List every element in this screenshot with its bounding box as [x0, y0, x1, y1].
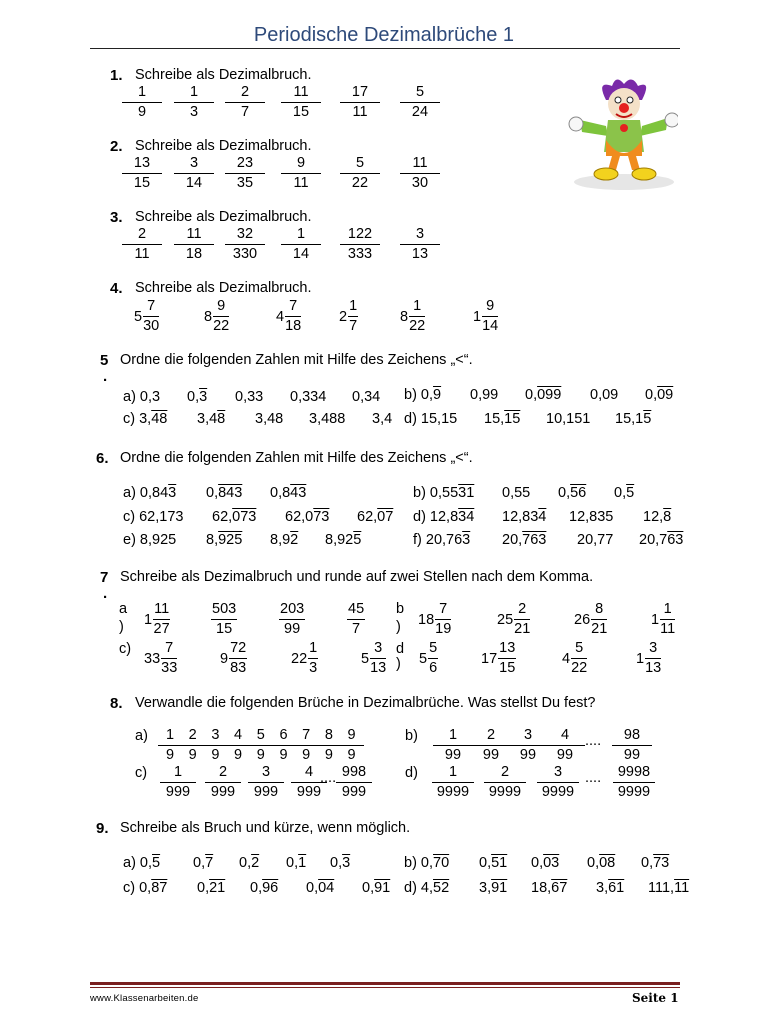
fraction: $\frac{2}{9}$	[181, 727, 205, 764]
title-divider	[90, 48, 680, 49]
decimal-value: a) 0,3	[123, 389, 161, 405]
fraction: $\frac{9}{9}$	[340, 727, 364, 764]
decimal-value: 8,925	[325, 532, 362, 548]
sub-label: c)	[119, 641, 132, 657]
footer-rule-thin	[90, 987, 680, 988]
fraction: $\frac{9}{11}$	[281, 155, 321, 192]
decimal-value: 15,15	[615, 411, 652, 427]
mixed-number: 18 7 19	[418, 601, 452, 637]
decimal-value: 0,08	[587, 855, 616, 871]
decimal-value: 12,8	[643, 509, 672, 525]
fraction: $\frac{2}{99}$	[471, 727, 511, 764]
fraction: $\frac{1}{99}$	[433, 727, 473, 764]
fraction: $\frac{5}{24}$	[400, 84, 440, 121]
decimal-value: 0,33	[235, 389, 264, 405]
ellipsis: ....	[585, 733, 602, 749]
task-instruction: Ordne die folgenden Zahlen mit Hilfe des Zeichens „<“.	[120, 450, 473, 466]
decimal-value: 0,56	[558, 485, 587, 501]
task-number: 9.	[96, 820, 109, 837]
decimal-value: c) 0,87	[123, 880, 168, 896]
decimal-value: 3,48	[197, 411, 226, 427]
mixed-number: 17 13 15	[481, 640, 516, 676]
fraction: $\frac{32}{330}$	[225, 226, 265, 263]
decimal-value: 3,488	[309, 411, 346, 427]
fraction: $\frac{2}{9999}$	[484, 764, 526, 801]
sub-label: a)	[135, 728, 148, 744]
decimal-value: 0,7	[193, 855, 214, 871]
sub-label: )	[119, 619, 124, 635]
fraction: $\frac{5}{22}$	[340, 155, 380, 192]
fraction: $\frac{1}{9999}$	[432, 764, 474, 801]
decimal-value: 0,3	[187, 389, 208, 405]
fraction: $\frac{3}{13}$	[400, 226, 440, 263]
task-number: 2.	[110, 138, 123, 155]
fraction: $\frac{1}{9}$	[158, 727, 182, 764]
decimal-value: a) 0,5	[123, 855, 161, 871]
task-instruction: Schreibe als Dezimalbruch.	[135, 209, 312, 225]
decimal-value: 20,763	[639, 532, 684, 548]
decimal-value: 15,15	[484, 411, 521, 427]
fraction: $\frac{2}{7}$	[225, 84, 265, 121]
decimal-value: 12,835	[569, 509, 614, 525]
fraction: $\frac{4}{999}$	[291, 764, 327, 801]
fraction: $\frac{5}{9}$	[249, 727, 273, 764]
decimal-value: 3,61	[596, 880, 625, 896]
decimal-value: d) 4,52	[404, 880, 450, 896]
decimal-value: 0,91	[362, 880, 391, 896]
sub-label: b)	[405, 728, 418, 744]
mixed-number: 8 9 22	[204, 298, 230, 334]
task-number: 4.	[110, 280, 123, 297]
decimal-value: 0,099	[525, 387, 562, 403]
fraction: $\frac{3}{99}$	[508, 727, 548, 764]
fraction: $\frac{4}{9}$	[226, 727, 250, 764]
fraction: $\frac{1}{999}$	[160, 764, 196, 801]
task-number: 1.	[110, 67, 123, 84]
decimal-value: b) 0,9	[404, 387, 442, 403]
task-instruction: Schreibe als Bruch und kürze, wenn möglich.	[120, 820, 411, 836]
mixed-number: 9 72 83	[220, 640, 247, 676]
fraction: $\frac{3}{9}$	[203, 727, 227, 764]
decimal-value: 0,34	[352, 389, 381, 405]
decimal-value: f) 20,763	[413, 532, 471, 548]
task-instruction: Ordne die folgenden Zahlen mit Hilfe des Zeichens „<“.	[120, 352, 473, 368]
mixed-number: 45 7	[348, 601, 365, 637]
decimal-value: 0,2	[239, 855, 260, 871]
decimal-value: 111,11	[648, 880, 690, 896]
decimal-value: 3,91	[479, 880, 508, 896]
task-number: 7	[100, 569, 109, 586]
mixed-number: 4 5 22	[562, 640, 588, 676]
decimal-value: 20,77	[577, 532, 614, 548]
fraction: $\frac{3}{14}$	[174, 155, 214, 192]
mixed-number: 1 1 11	[651, 601, 676, 637]
decimal-value: 0,21	[197, 880, 226, 896]
mixed-number: 8 1 22	[400, 298, 426, 334]
decimal-value: d) 12,834	[413, 509, 475, 525]
sub-label: )	[396, 656, 401, 672]
decimal-value: 8,925	[206, 532, 243, 548]
fraction: $\frac{1}{14}$	[281, 226, 321, 263]
footer-website: www.Klassenarbeiten.de	[90, 993, 199, 1004]
decimal-value: 20,763	[502, 532, 547, 548]
mixed-number: 1 9 14	[473, 298, 499, 334]
decimal-value: 0,99	[470, 387, 499, 403]
decimal-value: 0,3	[330, 855, 351, 871]
decimal-value: a) 0,843	[123, 485, 177, 501]
decimal-value: 0,03	[531, 855, 560, 871]
fraction: $\frac{11}{18}$	[174, 226, 214, 263]
mixed-number: 503 15	[212, 601, 237, 637]
decimal-value: c) 62,173	[123, 509, 184, 525]
fraction: $\frac{13}{15}$	[122, 155, 162, 192]
decimal-value: 0,334	[290, 389, 327, 405]
sub-label: c)	[135, 765, 148, 781]
decimal-value: d) 15,15	[404, 411, 458, 427]
decimal-value: 62,07	[357, 509, 394, 525]
fraction: $\frac{7}{9}$	[294, 727, 318, 764]
mixed-number: 5 5 6	[419, 640, 438, 676]
decimal-value: 3,48	[255, 411, 284, 427]
mixed-number: 26 8 21	[574, 601, 608, 637]
clown-illustration	[566, 70, 678, 190]
fraction: $\frac{1}{3}$	[174, 84, 214, 121]
fraction: $\frac{9998}{9999}$	[613, 764, 655, 801]
ellipsis: ....	[585, 770, 602, 786]
decimal-value: 62,073	[212, 509, 257, 525]
task-instruction: Verwandle die folgenden Brüche in Dezimalbrüche. Was stellst Du fest?	[135, 695, 596, 711]
fraction: $\frac{2}{11}$	[122, 226, 162, 263]
fraction: $\frac{8}{9}$	[317, 727, 341, 764]
fraction: $\frac{6}{9}$	[272, 727, 296, 764]
fraction: $\frac{17}{11}$	[340, 84, 380, 121]
mixed-number: 1 11 27	[144, 601, 170, 637]
decimal-value: 12,834	[502, 509, 547, 525]
decimal-value: 0,55	[502, 485, 531, 501]
mixed-number: 33 7 33	[144, 640, 178, 676]
sub-label: d	[396, 641, 405, 657]
decimal-value: 0,1	[286, 855, 307, 871]
task-number: 6.	[96, 450, 109, 467]
decimal-value: 3,4	[372, 411, 393, 427]
decimal-value: c) 3,48	[123, 411, 168, 427]
decimal-value: 18,67	[531, 880, 568, 896]
decimal-value: 0,09	[645, 387, 674, 403]
mixed-number: 5 3 13	[361, 640, 387, 676]
task-number: 5	[100, 352, 109, 369]
fraction: $\frac{98}{99}$	[612, 727, 652, 764]
mixed-number: 25 2 21	[497, 601, 531, 637]
task-number-dot: .	[103, 368, 108, 385]
task-instruction: Schreibe als Dezimalbruch und runde auf zwei Stellen nach dem Komma.	[120, 569, 594, 585]
page-title: Periodische Dezimalbrüche 1	[253, 24, 515, 46]
decimal-value: 0,04	[306, 880, 335, 896]
mixed-number: 4 7 18	[276, 298, 302, 334]
fraction: $\frac{2}{999}$	[205, 764, 241, 801]
decimal-value: 8,92	[270, 532, 299, 548]
fraction: $\frac{4}{99}$	[545, 727, 585, 764]
sub-label: a	[119, 601, 128, 617]
mixed-number: 203 99	[280, 601, 305, 637]
fraction: $\frac{1}{9}$	[122, 84, 162, 121]
decimal-value: b) 0,5531	[413, 485, 475, 501]
sub-label: )	[396, 619, 401, 635]
task-instruction: Schreibe als Dezimalbruch.	[135, 280, 312, 296]
fraction: $\frac{11}{30}$	[400, 155, 440, 192]
decimal-value: 0,73	[641, 855, 670, 871]
decimal-value: 0,51	[479, 855, 508, 871]
decimal-value: 10,151	[546, 411, 591, 427]
decimal-value: 0,96	[250, 880, 279, 896]
mixed-number: 5 7 30	[134, 298, 160, 334]
mixed-number: 22 1 3	[291, 640, 318, 676]
fraction: $\frac{3}{9999}$	[537, 764, 579, 801]
mixed-number: 2 1 7	[339, 298, 358, 334]
fraction: $\frac{3}{999}$	[248, 764, 284, 801]
footer-rule	[90, 982, 680, 985]
decimal-value: e) 8,925	[123, 532, 177, 548]
ellipsis: ....	[320, 770, 337, 786]
task-instruction: Schreibe als Dezimalbruch.	[135, 67, 312, 83]
decimal-value: 0,09	[590, 387, 619, 403]
task-number-dot: .	[103, 585, 108, 602]
decimal-value: 62,073	[285, 509, 330, 525]
task-number: 3.	[110, 209, 123, 226]
task-instruction: Schreibe als Dezimalbruch.	[135, 138, 312, 154]
decimal-value: 0,5	[614, 485, 635, 501]
footer-page-number: Seite 1	[632, 991, 679, 1005]
sub-label: d)	[405, 765, 418, 781]
fraction: $\frac{998}{999}$	[336, 764, 372, 801]
fraction: $\frac{23}{35}$	[225, 155, 265, 192]
sub-label: b	[396, 601, 405, 617]
fraction: $\frac{11}{15}$	[281, 84, 321, 121]
fraction: $\frac{122}{333}$	[340, 226, 380, 263]
mixed-number: 1 3 13	[636, 640, 662, 676]
task-number: 8.	[110, 695, 123, 712]
decimal-value: b) 0,70	[404, 855, 450, 871]
decimal-value: 0,843	[270, 485, 307, 501]
decimal-value: 0,843	[206, 485, 243, 501]
